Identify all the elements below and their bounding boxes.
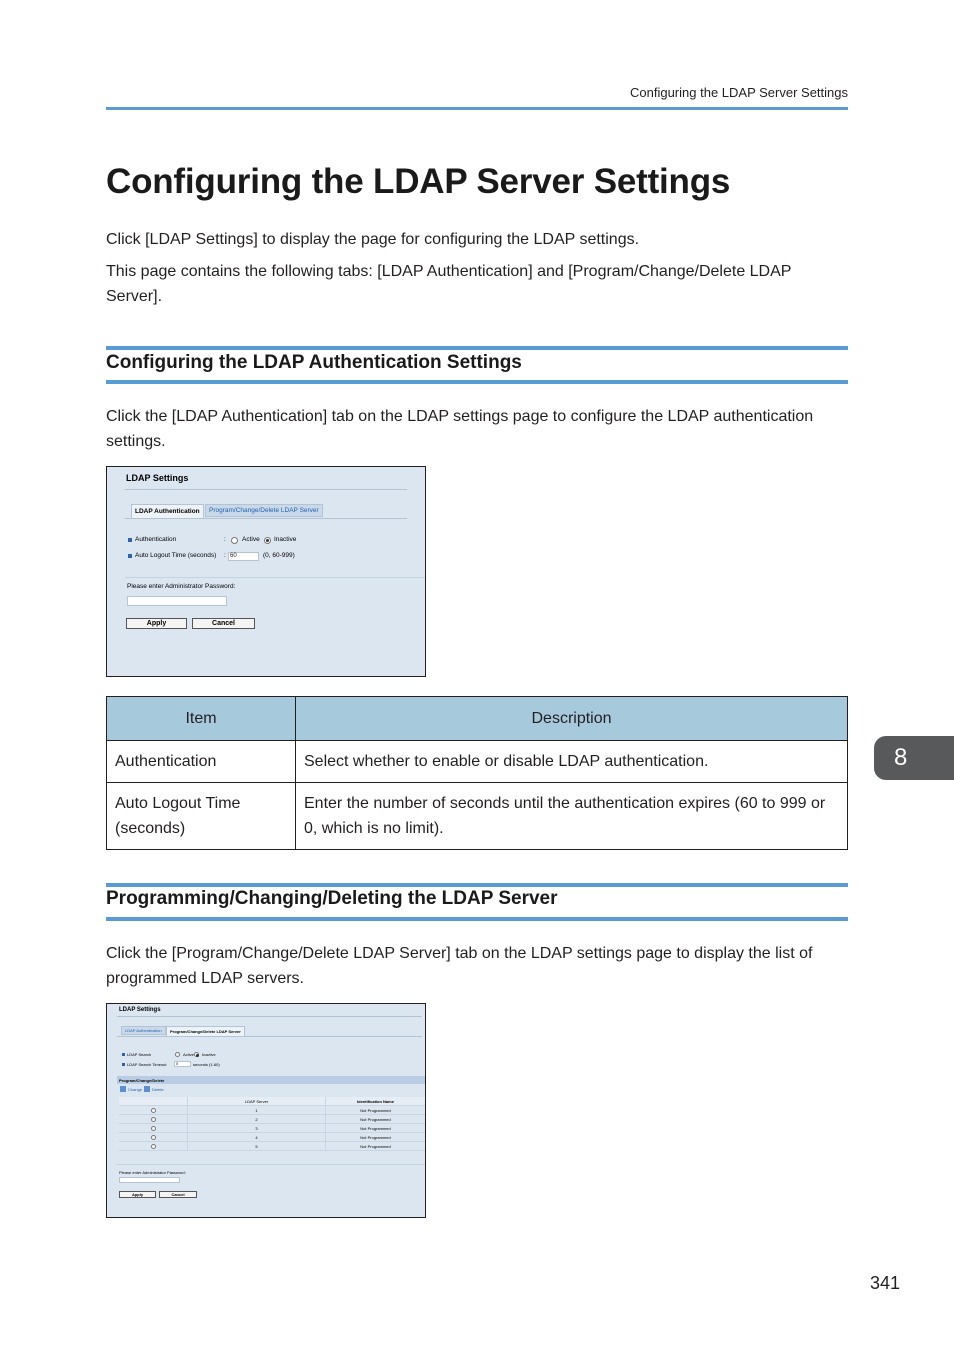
column-header-server: LDAP Server	[244, 1099, 269, 1104]
change-icon[interactable]	[120, 1086, 126, 1092]
column-divider	[187, 1097, 188, 1151]
row-server: 5	[255, 1144, 258, 1149]
auto-logout-hint: (0, 60-999)	[263, 552, 295, 559]
section-title-ldap-authentication: Configuring the LDAP Authentication Settings	[106, 352, 522, 373]
ldap-search-label: LDAP Search	[127, 1052, 152, 1057]
title-divider	[125, 489, 407, 490]
auto-logout-input[interactable]: 60	[228, 552, 259, 561]
cell-item: Authentication	[107, 741, 296, 783]
tab-program-change-delete[interactable]: Program/Change/Delete LDAP Server	[166, 1026, 245, 1036]
title-divider	[117, 1016, 422, 1017]
header-rule	[106, 107, 848, 110]
section1-body: Click the [LDAP Authentication] tab on the LDAP settings page to configure the LDAP authentication settings.	[106, 408, 814, 450]
cancel-button[interactable]: Cancel	[159, 1191, 197, 1198]
page-title: Configuring the LDAP Server Settings	[106, 162, 731, 201]
settings-table	[106, 696, 848, 850]
running-head: Configuring the LDAP Server Settings	[630, 85, 848, 100]
password-prompt: Please enter Administrator Password:	[127, 583, 236, 590]
row-radio[interactable]	[151, 1117, 156, 1122]
row-name: Not Programmed	[360, 1135, 391, 1140]
section-rule-bottom	[106, 380, 848, 384]
cancel-button[interactable]: Cancel	[192, 618, 255, 629]
bullet-icon	[122, 1053, 125, 1056]
row-server: 2	[255, 1117, 258, 1122]
row-radio[interactable]	[151, 1144, 156, 1149]
bullet-icon	[122, 1063, 125, 1066]
delete-link[interactable]: Delete	[152, 1087, 164, 1092]
tab-ldap-authentication[interactable]: LDAP Authentication	[131, 504, 204, 518]
ldap-timeout-label: LDAP Search Timeout	[127, 1062, 167, 1067]
colon: :	[224, 536, 226, 543]
row-server: 3	[255, 1126, 258, 1131]
column-header-name: Identification Name	[357, 1099, 394, 1104]
table-row[interactable]	[119, 1142, 425, 1151]
row-name: Not Programmed	[360, 1117, 391, 1122]
table-row[interactable]	[119, 1133, 425, 1142]
table-row[interactable]	[119, 1106, 425, 1115]
table-row[interactable]	[119, 1124, 425, 1133]
bullet-icon	[128, 554, 132, 558]
change-link[interactable]: Change	[128, 1087, 143, 1092]
radio-inactive[interactable]	[194, 1052, 199, 1057]
radio-active-label: Active	[242, 536, 260, 543]
intro-paragraph-2: This page contains the following tabs: [LDAP Authentication] and [Program/Change/Delete LDAP Server].	[106, 263, 792, 305]
password-input[interactable]	[119, 1177, 180, 1183]
apply-button[interactable]: Apply	[126, 618, 187, 629]
radio-active[interactable]	[231, 537, 238, 544]
tab-program-change-delete[interactable]: Program/Change/Delete LDAP Server	[205, 504, 323, 517]
row-name: Not Programmed	[360, 1126, 391, 1131]
intro-paragraph-1: Click [LDAP Settings] to display the page for configuring the LDAP settings.	[106, 231, 640, 248]
section-title-program-change-delete: Programming/Changing/Deleting the LDAP Server	[106, 888, 558, 909]
radio-inactive-label: Inactive	[202, 1052, 216, 1057]
row-radio[interactable]	[151, 1126, 156, 1131]
cell-item: Auto Logout Time (seconds)	[107, 783, 296, 850]
header-description: Description	[296, 697, 848, 741]
table-row	[107, 741, 848, 783]
timeout-hint: seconds (1-60)	[193, 1062, 220, 1067]
row-name: Not Programmed	[360, 1144, 391, 1149]
password-prompt: Please enter Administrator Password:	[119, 1170, 186, 1175]
tab-ldap-authentication[interactable]: LDAP Authentication	[121, 1026, 166, 1035]
radio-inactive[interactable]	[264, 537, 271, 544]
auto-logout-label: Auto Logout Time (seconds)	[135, 552, 217, 559]
column-divider	[325, 1097, 326, 1151]
section-rule-bottom	[106, 917, 848, 921]
row-server: 1	[255, 1108, 258, 1113]
table-row	[107, 783, 848, 850]
authentication-label: Authentication	[135, 536, 177, 543]
bullet-icon	[128, 538, 132, 542]
screenshot-title: LDAP Settings	[119, 1007, 161, 1013]
table-row[interactable]	[119, 1115, 425, 1124]
timeout-input[interactable]: 5	[174, 1061, 191, 1067]
radio-active[interactable]	[175, 1052, 180, 1057]
bar-title: Program/Change/Delete	[119, 1078, 165, 1083]
row-server: 4	[255, 1135, 258, 1140]
apply-button[interactable]: Apply	[119, 1191, 156, 1198]
cell-description: Enter the number of seconds until the authentication expires (60 to 999 or 0, which is no limit).	[296, 783, 848, 850]
row-name: Not Programmed	[360, 1108, 391, 1113]
radio-inactive-label: Inactive	[274, 536, 297, 543]
colon: :	[224, 552, 226, 559]
page-number: 341	[869, 1273, 900, 1293]
screenshot-title: LDAP Settings	[126, 473, 189, 483]
chapter-tab: 8	[874, 736, 954, 780]
table-header-row	[107, 697, 848, 741]
tab-underline	[117, 1036, 422, 1037]
row-radio[interactable]	[151, 1135, 156, 1140]
row-radio[interactable]	[151, 1108, 156, 1113]
divider	[125, 577, 425, 578]
radio-active-label: Active	[183, 1052, 194, 1057]
ldap-server-list-screenshot	[106, 1003, 426, 1218]
divider	[117, 1164, 425, 1165]
cell-description: Select whether to enable or disable LDAP authentication.	[296, 741, 848, 783]
section-rule-top	[106, 346, 848, 350]
password-input[interactable]	[127, 596, 227, 606]
program-change-delete-bar	[117, 1076, 425, 1084]
tab-underline	[125, 518, 407, 519]
section2-body: Click the [Program/Change/Delete LDAP Server] tab on the LDAP settings page to display the list of programmed LDAP servers.	[106, 945, 813, 987]
section-rule-top	[106, 883, 848, 887]
server-table-header	[119, 1097, 425, 1106]
ldap-authentication-screenshot	[106, 466, 426, 677]
header-item: Item	[107, 697, 296, 741]
delete-icon[interactable]	[144, 1086, 150, 1092]
